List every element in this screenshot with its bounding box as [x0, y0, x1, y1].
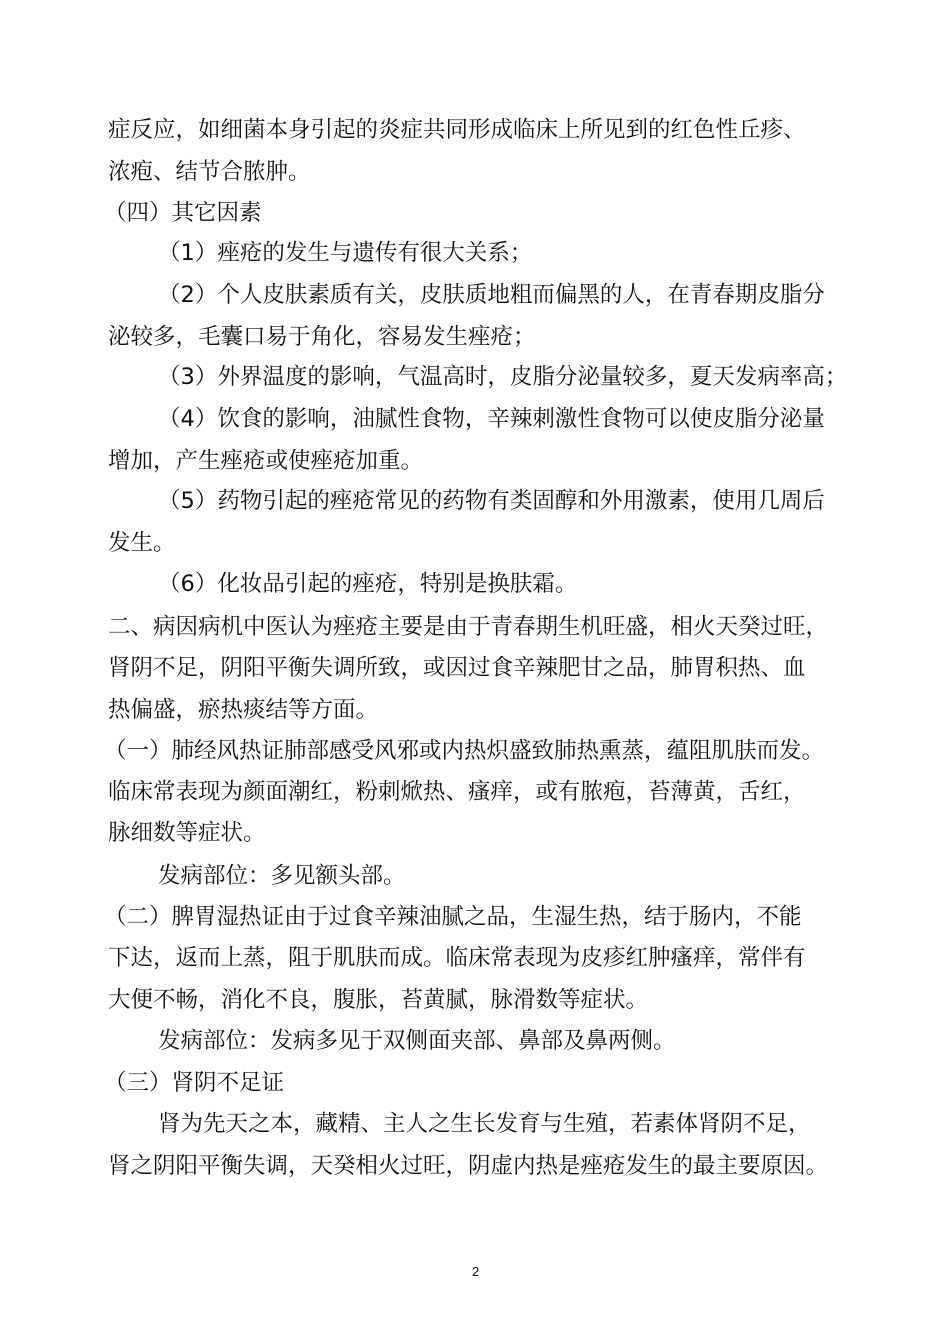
text-line: （一）肺经风热证肺部感受风邪或内热炽盛致肺热熏蒸，蕴阻肌肤而发。 [104, 738, 825, 764]
text-line: （4）饮食的影响，油腻性食物，辛辣刺激性食物可以使皮脂分泌量 [158, 406, 825, 432]
text-line: （三）肾阴不足证 [104, 1070, 285, 1096]
text-line: （四）其它因素 [104, 200, 262, 226]
text-line: 增加，产生痤疮或使痤疮加重。 [108, 448, 424, 474]
text-line: （3）外界温度的影响，气温高时，皮脂分泌量较多，夏天发病率高； [158, 364, 848, 390]
text-line: 浓疱、结节合脓肿。 [108, 159, 311, 185]
text-line: 临床常表现为颜面潮红，粉刺焮热、瘙痒，或有脓疱，苔薄黄，舌红， [108, 779, 806, 805]
text-line: 下达，返而上蒸，阻于肌肤而成。临床常表现为皮疹红肿瘙痒，常伴有 [108, 945, 806, 971]
text-line: 肾之阴阳平衡失调，天癸相火过旺，阴虚内热是痤疮发生的最主要原因。 [108, 1153, 829, 1179]
text-line: 症反应，如细菌本身引起的炎症共同形成临床上所见到的红色性丘疹、 [108, 117, 806, 143]
text-line: （6）化妆品引起的痤疮，特别是换肤霜。 [158, 571, 578, 597]
text-line: （5）药物引起的痤疮常见的药物有类固醇和外用激素，使用几周后 [158, 488, 825, 514]
text-line: 肾阴不足，阴阳平衡失调所致，或因过食辛辣肥甘之品，肺胃积热、血 [108, 655, 806, 681]
text-line: 发病部位：多见额头部。 [158, 863, 406, 889]
text-line: 发生。 [108, 530, 176, 556]
text-line: 肾为先天之本，藏精、主人之生长发育与生殖，若素体肾阴不足， [158, 1111, 811, 1137]
text-line: （1）痤疮的发生与遗传有很大关系； [158, 240, 533, 266]
page-number: 2 [472, 1264, 480, 1279]
text-line: 热偏盛，瘀热痰结等方面。 [108, 697, 379, 723]
text-line: 大便不畅，消化不良，腹胀，苔黄腻，脉滑数等症状。 [108, 987, 649, 1013]
text-line: 泌较多，毛囊口易于角化，容易发生痤疮； [108, 324, 536, 350]
text-line: 脉细数等症状。 [108, 820, 266, 846]
text-line: 发病部位：发病多见于双侧面夹部、鼻部及鼻两侧。 [158, 1028, 676, 1054]
text-line: 二、病因病机中医认为痤疮主要是由于青春期生机旺盛，相火天癸过旺， [108, 614, 829, 640]
text-line: （二）脾胃湿热证由于过食辛辣油腻之品，生湿生热，结于肠内，不能 [104, 904, 802, 930]
text-line: （2）个人皮肤素质有关，皮肤质地粗而偏黑的人，在青春期皮脂分 [158, 282, 825, 308]
